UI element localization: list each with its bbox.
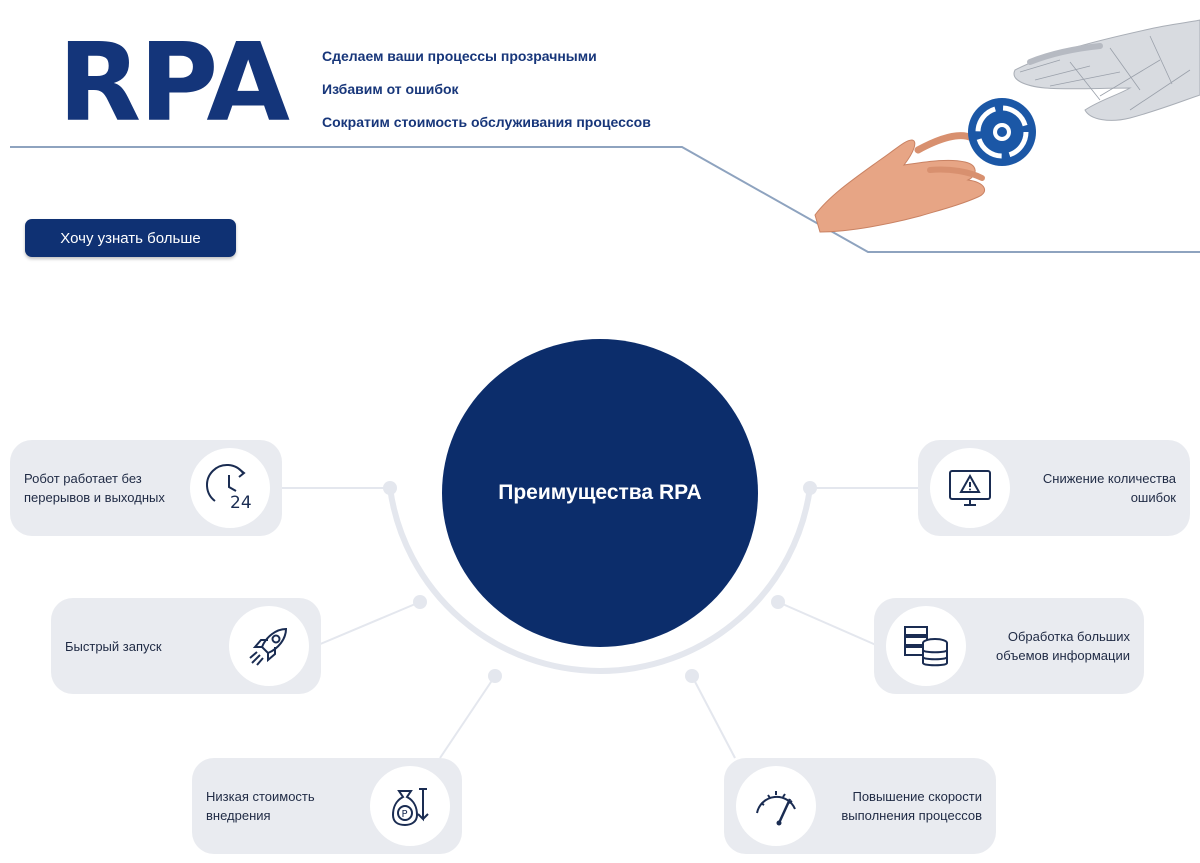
rpa-logo: RPA	[58, 21, 288, 146]
server-database-icon	[899, 619, 953, 673]
svg-text:P: P	[401, 809, 408, 820]
benefit-card-big-data	[874, 598, 1144, 694]
hands-hero-image	[800, 0, 1200, 260]
benefit-card-low-cost	[192, 758, 462, 854]
center-label: Преимущества RPA	[498, 481, 702, 504]
rocket-icon	[242, 619, 296, 673]
benefit-card-nonstop	[10, 440, 282, 536]
benefit-card-speed	[724, 758, 996, 854]
robot-hand-icon	[1014, 20, 1200, 120]
benefit-label-speed: Повышение скорости выполнения процессов	[841, 789, 982, 823]
learn-more-button[interactable]: Хочу узнать больше	[25, 219, 236, 257]
tagline-errors: Избавим от ошибок	[322, 81, 459, 97]
benefit-label-low-cost: Низкая стоимость внедрения	[206, 789, 315, 823]
tagline-transparency: Сделаем ваши процессы прозрачными	[322, 48, 597, 64]
benefit-card-fast-start	[51, 598, 321, 694]
money-bag-down-icon	[383, 779, 437, 833]
speedometer-icon	[749, 779, 803, 833]
clock-24-icon	[203, 461, 257, 515]
benefit-label-fast-start: Быстрый запуск	[65, 638, 162, 654]
center-circle	[442, 339, 758, 647]
benefit-card-fewer-errors	[918, 440, 1190, 536]
svg-text:24: 24	[230, 493, 252, 513]
benefit-label-fewer-errors: Снижение количества ошибок	[1042, 471, 1176, 505]
benefit-label-nonstop: Робот работает без перерывов и выходных	[24, 471, 165, 505]
human-hand-icon	[815, 136, 985, 232]
benefit-label-big-data: Обработка больших объемов информации	[995, 629, 1130, 663]
rosatom-logo-icon	[968, 98, 1036, 166]
tagline-cost: Сократим стоимость обслуживания процессов	[322, 114, 651, 130]
monitor-warning-icon	[943, 461, 997, 515]
